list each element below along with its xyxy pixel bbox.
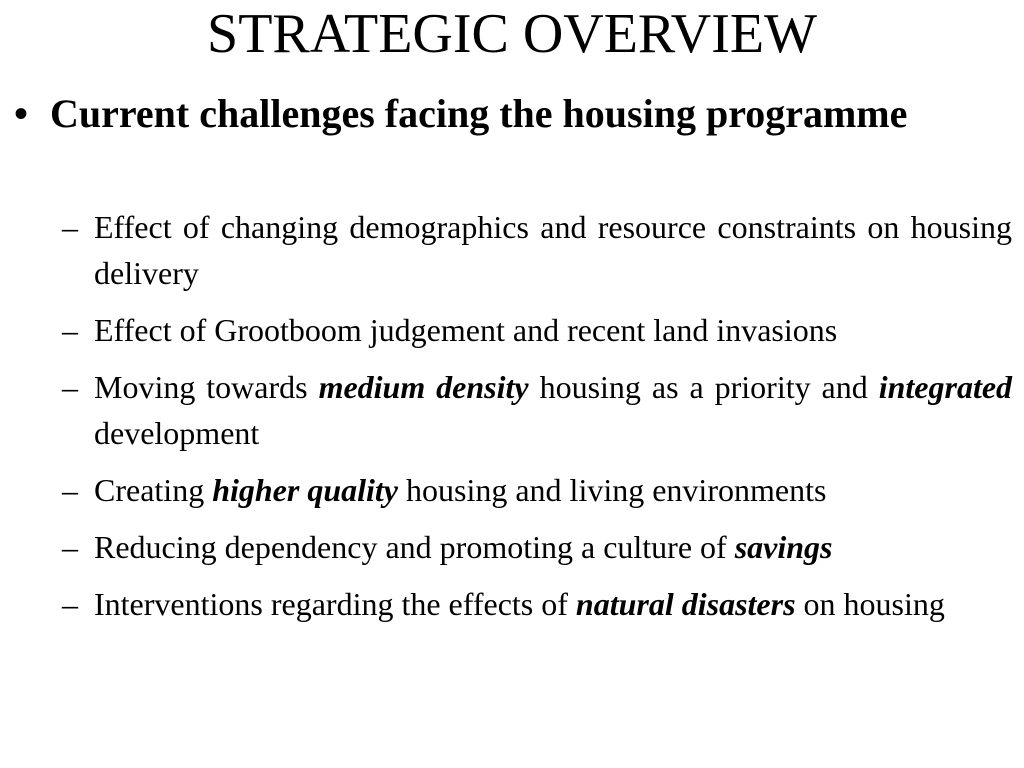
slide-title: STRATEGIC OVERVIEW	[207, 3, 817, 65]
dash-marker: –	[62, 529, 78, 565]
text-segment: Creating	[94, 472, 213, 508]
sub-bullet-medium-density	[62, 364, 1012, 456]
dash-marker: –	[62, 312, 78, 348]
sub-bullet-higher-quality	[62, 467, 1012, 513]
sub-bullet-list	[62, 204, 1012, 638]
sub-bullet-natural-disasters	[62, 581, 1012, 627]
text-segment: Moving towards	[94, 369, 319, 405]
emphasis-text: savings	[734, 529, 833, 565]
dash-marker: –	[62, 586, 78, 622]
sub-bullet-text	[94, 524, 1012, 570]
sub-bullet-text: Effect of Grootboom judgement and recent land invasions	[94, 312, 838, 348]
emphasis-text: integrated	[878, 369, 1013, 405]
sub-bullet-text	[94, 467, 1012, 513]
sub-bullet-savings	[62, 524, 1012, 570]
sub-bullet-grootboom	[62, 307, 1012, 353]
text-segment: Interventions regarding the effects of	[94, 586, 576, 622]
sub-bullet-demographics	[62, 204, 1012, 296]
main-bullet	[14, 86, 1012, 142]
dash-marker: –	[62, 472, 78, 508]
sub-bullet-text: Effect of changing demographics and resource constraints on housing delivery	[94, 209, 1012, 291]
text-segment: Reducing dependency and promoting a culture of	[94, 529, 735, 565]
bullet-marker: •	[14, 91, 29, 136]
text-segment: housing as a priority and	[528, 369, 879, 405]
emphasis-text: higher quality	[212, 472, 398, 508]
emphasis-text: medium density	[318, 369, 529, 405]
emphasis-text: natural disasters	[575, 586, 796, 622]
text-segment: on housing	[795, 586, 945, 622]
main-bullet-text: Current challenges facing the housing programme	[50, 91, 908, 136]
text-segment: development	[94, 415, 260, 451]
text-segment: housing and living environments	[398, 472, 827, 508]
dash-marker: –	[62, 369, 78, 405]
dash-marker: –	[62, 209, 78, 245]
sub-bullet-text	[94, 581, 1012, 627]
sub-bullet-text	[94, 364, 1012, 456]
